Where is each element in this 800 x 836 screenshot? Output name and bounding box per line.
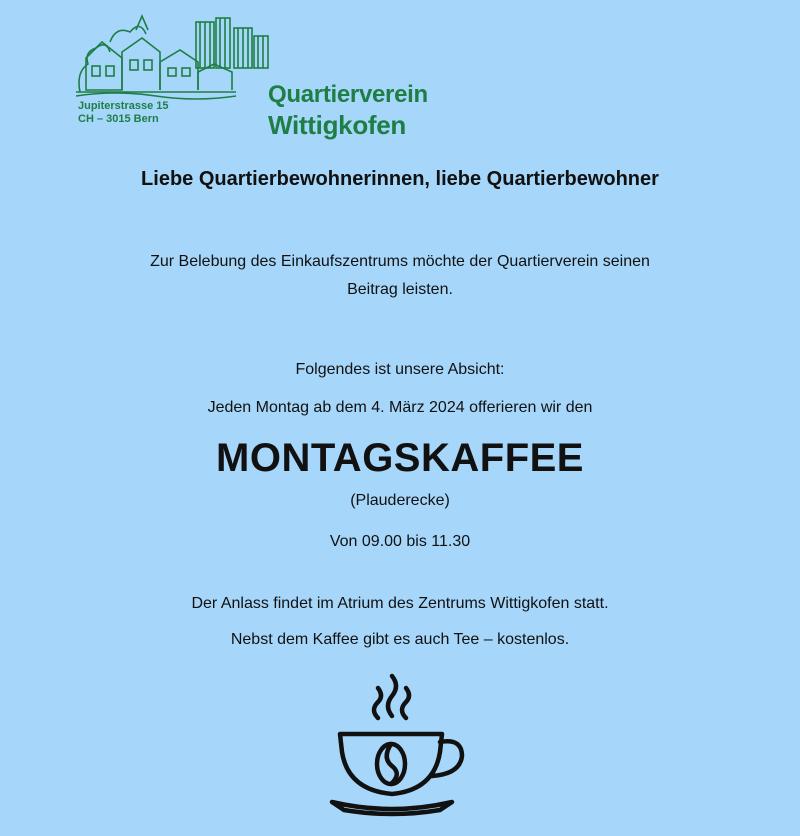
quartier-buildings-logo — [76, 12, 296, 102]
event-time: Von 09.00 bis 11.30 — [329, 533, 471, 550]
address-street: Jupiterstrasse 15 — [78, 100, 169, 112]
event-subtitle: (Plauderecke) — [350, 492, 450, 509]
intro-line-1: Zur Belebung des Einkaufszentrums möchte der Quartierverein seinen — [150, 253, 650, 270]
address — [78, 100, 169, 126]
address-city: CH – 3015 Bern — [78, 113, 159, 125]
intent-text: Folgendes ist unsere Absicht: — [295, 361, 505, 378]
coffee-cup-icon — [322, 672, 472, 822]
intro-paragraph — [0, 248, 800, 304]
intro-line-2: Beitrag leisten. — [347, 281, 453, 298]
org-name-line1: Quartierverein — [268, 81, 428, 108]
event-title: MONTAGSKAFFEE — [216, 436, 584, 480]
location-text: Der Anlass findet im Atrium des Zentrums Wittigkofen statt. — [191, 595, 609, 612]
organization-name — [268, 80, 428, 140]
greeting: Liebe Quartierbewohnerinnen, liebe Quartierbewohner — [141, 168, 659, 190]
coffee-cup-illustration — [322, 672, 472, 822]
org-name-line2: Wittigkofen — [268, 110, 406, 140]
extras-text: Nebst dem Kaffee gibt es auch Tee – kostenlos. — [230, 631, 570, 648]
header-logo — [76, 12, 436, 140]
offer-text: Jeden Montag ab dem 4. März 2024 offerieren wir den — [207, 399, 593, 416]
